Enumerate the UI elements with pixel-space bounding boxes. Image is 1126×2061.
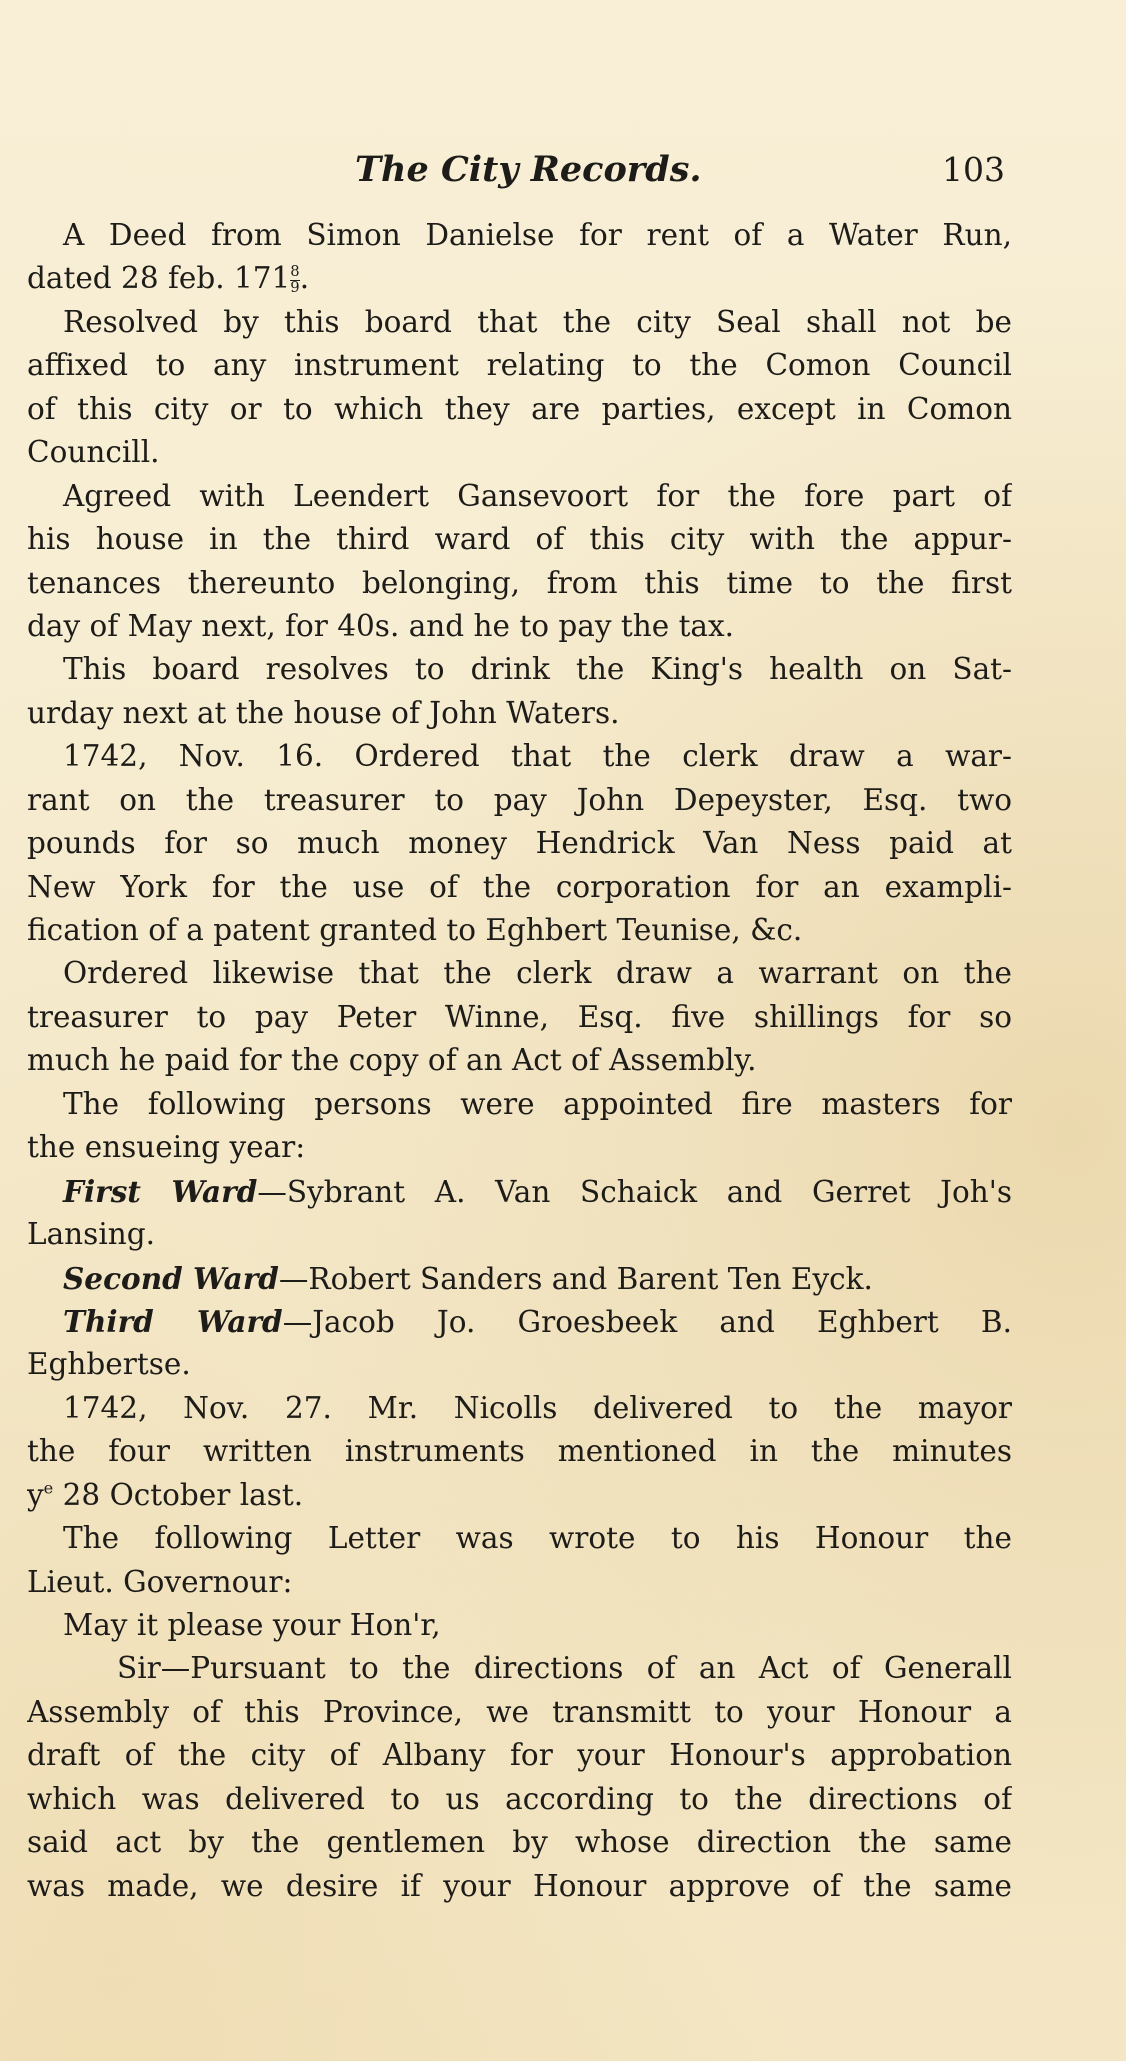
text-line: day of May next, for 40s. and he to pay the tax. <box>27 608 735 643</box>
text-line: Eghbertse. <box>27 1347 191 1382</box>
page-number: 103 <box>942 150 1005 189</box>
page-header <box>355 148 1005 198</box>
ward-label: Second Ward <box>63 1260 279 1296</box>
fraction: $\frac{8}{9}$ <box>290 263 300 296</box>
text-line: which was delivered to us according to the directions of <box>27 1781 1012 1816</box>
text-line: urday next at the house of John Waters. <box>27 695 620 730</box>
text-line: Assembly of this Province, we transmitt to your Honour a <box>27 1694 1012 1729</box>
text-line: May it please your Hon'r, <box>63 1608 441 1642</box>
text-line: the four written instruments mentioned in the minutes <box>27 1434 1012 1469</box>
text-line: treasurer to pay Peter Winne, Esq. five shillings for so <box>27 999 1012 1034</box>
text-line: 1742, Nov. 16. Ordered that the clerk draw a war- <box>63 739 1012 774</box>
text-line: his house in the third ward of this city with the appur- <box>27 522 1012 557</box>
text-line: of this city or to which they are parties, except in Comon <box>27 391 1012 426</box>
text-line: pounds for so much money Hendrick Van Ness paid at <box>27 826 1012 861</box>
text-line: fication of a patent granted to Eghbert Teunise, &c. <box>27 913 803 947</box>
text-line: Second Ward—Robert Sanders and Barent Ten Eyck. <box>63 1260 873 1296</box>
ward-label: Third Ward <box>63 1303 283 1339</box>
text-line: 1742, Nov. 27. Mr. Nicolls delivered to the mayor <box>63 1390 1012 1425</box>
text-line: Lansing. <box>27 1217 156 1252</box>
text-line: said act by the gentlemen by whose direction the same <box>27 1825 1012 1860</box>
text-line: First Ward—Sybrant A. Van Schaick and Gerret Joh's <box>63 1173 1012 1209</box>
text-line: New York for the use of the corporation for an exampli- <box>27 869 1012 904</box>
running-title: The City Records. <box>355 149 702 190</box>
text-line: draft of the city of Albany for your Honour's approbation <box>27 1738 1012 1773</box>
text-line: Agreed with Leendert Gansevoort for the fore part of <box>63 478 1012 513</box>
text-line: was made, we desire if your Honour approve of the same <box>27 1868 1012 1903</box>
text-line: affixed to any instrument relating to the Comon Council <box>27 348 1012 383</box>
text-line: Councill. <box>27 435 160 470</box>
text-line: This board resolves to drink the King's health on Sat- <box>63 652 1012 687</box>
text-line: The following persons were appointed fire masters for <box>63 1086 1012 1121</box>
text-line: Resolved by this board that the city Seal shall not be <box>63 304 1012 339</box>
text-line: Ordered likewise that the clerk draw a warrant on the <box>63 956 1012 991</box>
text-line: the ensueing year: <box>27 1130 306 1165</box>
text-line: Sir—Pursuant to the directions of an Act of Generall <box>117 1651 1012 1686</box>
text-line: tenances thereunto belonging, from this time to the first <box>27 565 1012 600</box>
text-line: dated 28 feb. 171 $\frac{8}{9}$ . <box>27 261 310 296</box>
text-line: A Deed from Simon Danielse for rent of a Water Run, <box>63 218 1012 252</box>
text-line: Third Ward—Jacob Jo. Groesbeek and Eghbert B. <box>63 1303 1012 1339</box>
body-text <box>27 214 1012 1908</box>
text-line: $y^e$ 28 October last. <box>27 1477 304 1512</box>
text-line: much he paid for the copy of an Act of Assembly. <box>27 1043 757 1078</box>
text-line: Lieut. Governour: <box>27 1564 293 1599</box>
superscript: e <box>43 1478 54 1498</box>
ward-label: First Ward <box>63 1173 258 1209</box>
text-line: rant on the treasurer to pay John Depeyster, Esq. two <box>27 782 1012 817</box>
text-line: The following Letter was wrote to his Honour the <box>63 1521 1012 1556</box>
